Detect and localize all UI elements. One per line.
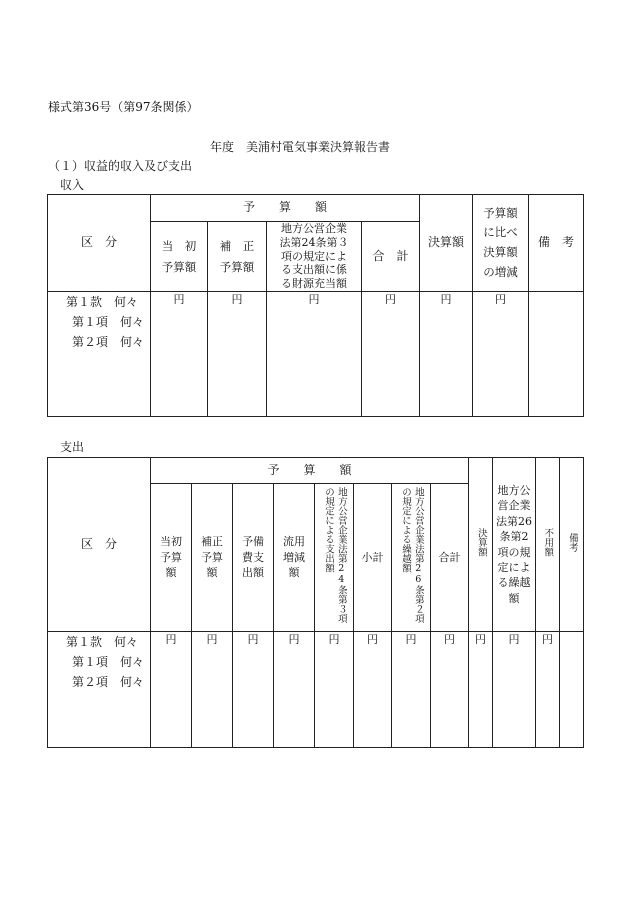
expense-carryover-yen: 円 bbox=[493, 632, 536, 748]
expense-label: 支出 bbox=[60, 440, 85, 454]
expense-article24-header bbox=[315, 484, 354, 632]
expense-table bbox=[47, 457, 584, 748]
expense-subtotal-yen: 円 bbox=[354, 632, 392, 748]
income-settlement-header: 決算額 bbox=[420, 195, 473, 292]
expense-reserve-yen: 円 bbox=[233, 632, 274, 748]
expense-supplement-yen: 円 bbox=[192, 632, 233, 748]
expense-supplement-header: 補正 予算 額 bbox=[192, 484, 233, 632]
income-diff-header: 予算額 に比べ 決算額 の増減 bbox=[473, 195, 529, 292]
income-diff-yen: 円 bbox=[473, 292, 529, 417]
expense-reserve-header: 予備 費支 出額 bbox=[233, 484, 274, 632]
expense-rows bbox=[48, 632, 151, 748]
expense-initial-yen: 円 bbox=[151, 632, 192, 748]
income-label: 収入 bbox=[60, 178, 85, 192]
expense-budget-header: 予 算 額 bbox=[151, 458, 469, 484]
expense-article24-label: 地方公営企業法第24条第３項の規定による支出額 bbox=[323, 487, 347, 624]
income-supplement-yen: 円 bbox=[208, 292, 267, 417]
income-row-kou2: 第２項 何々 bbox=[59, 335, 144, 349]
expense-article26-header bbox=[392, 484, 431, 632]
income-remarks-cell bbox=[529, 292, 584, 417]
expense-settlement-yen: 円 bbox=[469, 632, 493, 748]
expense-article26-label: 地方公営企業法第26条第２項の規定による繰越額 bbox=[400, 487, 424, 624]
expense-row-kou2: 第２項 何々 bbox=[59, 675, 144, 689]
income-total-header: 合 計 bbox=[362, 222, 420, 292]
expense-article26-yen: 円 bbox=[392, 632, 431, 748]
income-article24-header: 地方公営企業 法第24条第３ 項の規定によ る支出額に係 る財源充当額 bbox=[267, 222, 362, 292]
expense-total-yen: 円 bbox=[431, 632, 469, 748]
expense-settlement-label: 決算額 bbox=[475, 527, 487, 557]
income-table bbox=[47, 194, 584, 417]
income-row-kan: 第１款 何々 bbox=[65, 295, 138, 309]
expense-initial-header: 当初 予算 額 bbox=[151, 484, 192, 632]
document-title: 年度 美浦村電気事業決算報告書 bbox=[210, 140, 391, 154]
income-initial-header: 当 初 予算額 bbox=[151, 222, 208, 292]
expense-row-kou1: 第１項 何々 bbox=[59, 655, 144, 669]
income-row-kou1: 第１項 何々 bbox=[59, 315, 144, 329]
income-division-header: 区 分 bbox=[48, 195, 151, 292]
income-supplement-header: 補 正 予算額 bbox=[208, 222, 267, 292]
expense-remarks-cell bbox=[560, 632, 584, 748]
expense-unused-header bbox=[536, 458, 560, 632]
expense-diversion-yen: 円 bbox=[274, 632, 315, 748]
income-initial-yen: 円 bbox=[151, 292, 208, 417]
expense-carryover-header: 地方公 営企業 法第26 条第2 項の規 定によ る繰越 額 bbox=[493, 458, 536, 632]
expense-unused-yen: 円 bbox=[536, 632, 560, 748]
expense-total-header: 合計 bbox=[431, 484, 469, 632]
income-remarks-header: 備 考 bbox=[529, 195, 584, 292]
expense-remarks-header bbox=[560, 458, 584, 632]
form-number: 様式第36号（第97条関係） bbox=[48, 100, 199, 114]
income-settlement-yen: 円 bbox=[420, 292, 473, 417]
income-budget-header: 予 算 額 bbox=[151, 195, 420, 222]
expense-diversion-header: 流用 増減 額 bbox=[274, 484, 315, 632]
income-total-yen: 円 bbox=[362, 292, 420, 417]
expense-remarks-label: 備考 bbox=[566, 532, 578, 552]
expense-article24-yen: 円 bbox=[315, 632, 354, 748]
income-rows bbox=[48, 292, 151, 417]
section-heading: （１）収益的収入及び支出 bbox=[48, 159, 193, 173]
expense-subtotal-header: 小計 bbox=[354, 484, 392, 632]
income-article24-yen: 円 bbox=[267, 292, 362, 417]
expense-settlement-header bbox=[469, 458, 493, 632]
expense-division-header: 区 分 bbox=[48, 458, 151, 632]
expense-row-kan: 第１款 何々 bbox=[65, 635, 138, 649]
expense-unused-label: 不用額 bbox=[542, 527, 554, 557]
